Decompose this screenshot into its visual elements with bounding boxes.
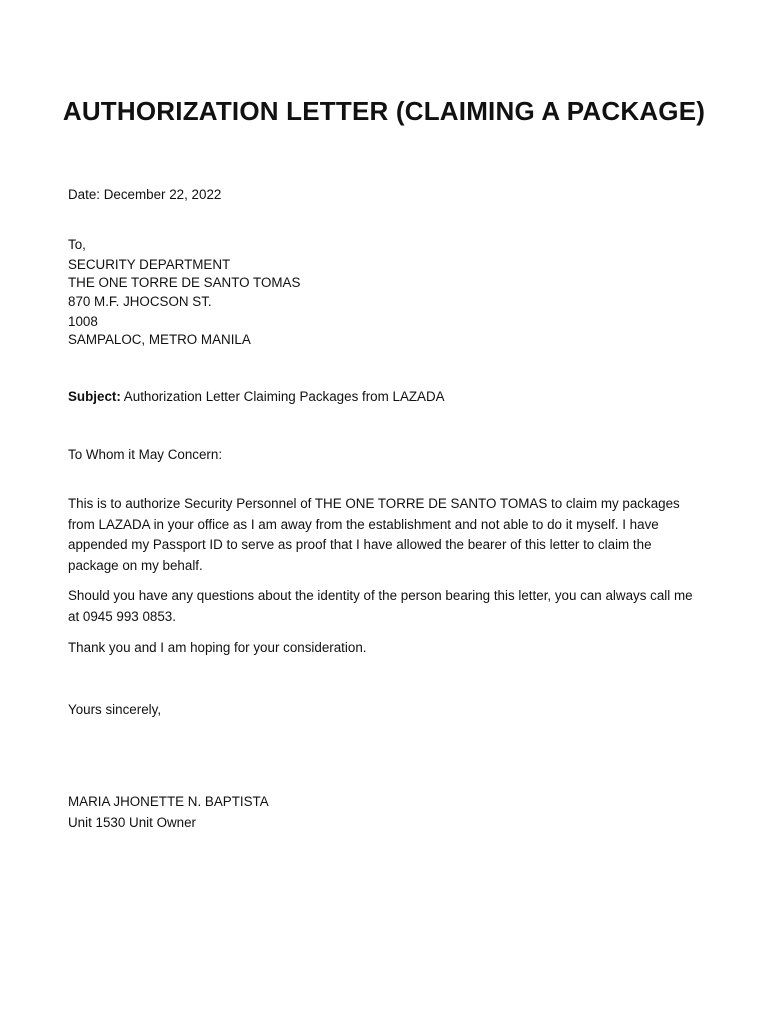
body-paragraph-3: Thank you and I am hoping for your consideration. [68,640,367,655]
recipient-building: THE ONE TORRE DE SANTO TOMAS [68,275,301,290]
salutation: To Whom it May Concern: [68,447,223,462]
signer-title: Unit 1530 Unit Owner [68,815,197,830]
closing: Yours sincerely, [68,702,162,717]
recipient-department: SECURITY DEPARTMENT [68,257,231,272]
letter-title: AUTHORIZATION LETTER (CLAIMING A PACKAGE) [62,96,706,126]
letter-date: Date: December 22, 2022 [68,187,222,202]
signer-name: MARIA JHONETTE N. BAPTISTA [68,794,269,809]
recipient-zip: 1008 [68,314,98,329]
body-paragraph-2: Should you have any questions about the identity of the person bearing this letter, you can always call me at 0945 993 0853. [68,588,693,624]
recipient-street: 870 M.F. JHOCSON ST. [68,294,212,309]
to-label: To, [68,237,86,252]
subject-label: Subject: [68,389,121,404]
recipient-city: SAMPALOC, METRO MANILA [68,332,251,347]
subject-text: Authorization Letter Claiming Packages from LAZADA [120,389,445,404]
subject-line [68,388,445,406]
body-paragraph-1: This is to authorize Security Personnel of THE ONE TORRE DE SANTO TOMAS to claim my packages from LAZADA in your office as I am away from the establishment and not able to do it myself. I have appended my Passport ID to serve as proof that I have allowed the bearer of this letter to claim the package on my behalf. [68,496,680,573]
